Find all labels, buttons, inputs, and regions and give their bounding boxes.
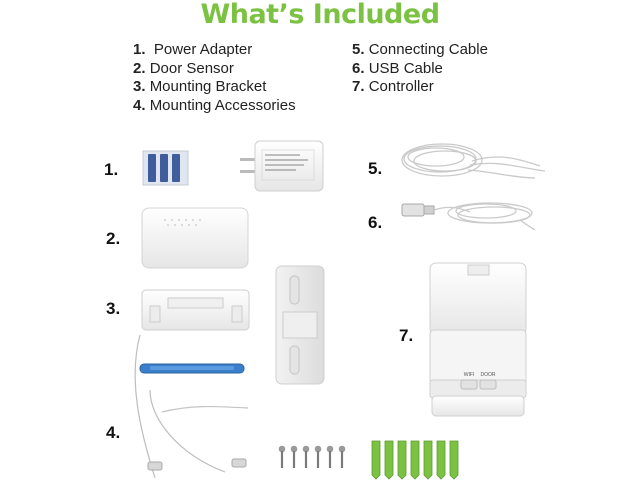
connecting-cable-image [402, 144, 545, 178]
item-number-5: 5. [368, 159, 383, 178]
legend-item-door-sensor: 2. Door Sensor [133, 59, 234, 77]
controller-image [430, 263, 526, 416]
legend-item-power-adapter: 1. Power Adapter [133, 41, 253, 58]
legend-item-usb-cable: 6. USB Cable [352, 59, 443, 77]
item-number-2: 2. [106, 229, 121, 248]
legend-item-mounting-bracket: 3. Mounting Bracket [133, 78, 267, 95]
door-sensor-image [142, 208, 248, 268]
usb-cable-image [402, 203, 535, 230]
item-number-6: 6. [368, 213, 383, 232]
wifi-label: WIFI [463, 372, 475, 378]
door-label: DOOR [480, 372, 496, 378]
screws [279, 446, 346, 468]
door-button [480, 380, 496, 389]
item-number-7: 7. [399, 326, 414, 345]
legend-item-connecting-cable: 5. Connecting Cable [352, 41, 488, 58]
wall-anchors [372, 441, 458, 479]
power-adapter-image [143, 141, 323, 191]
legend-item-controller: 7. Controller [352, 78, 434, 95]
page-title: What’s Included [200, 0, 440, 30]
item-number-1: 1. [104, 160, 119, 179]
item-number-3: 3. [106, 299, 121, 318]
legend-item-mounting-accessories: 4. Mounting Accessories [133, 96, 296, 114]
wifi-button [461, 380, 477, 389]
item-number-4: 4. [106, 423, 121, 442]
